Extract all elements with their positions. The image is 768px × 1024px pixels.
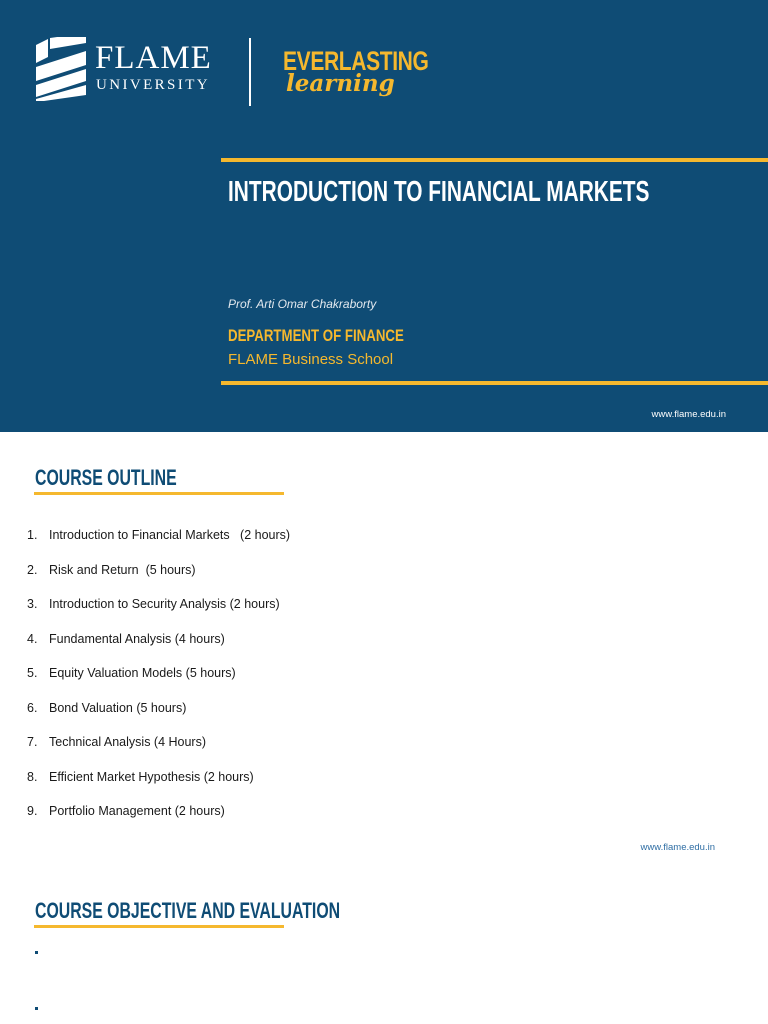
bullet-point-icon: [35, 1007, 38, 1010]
list-item-text: Technical Analysis (4 Hours): [49, 735, 207, 749]
list-item-number: 9.: [27, 804, 38, 818]
logo-subtitle: UNIVERSITY: [96, 77, 210, 93]
course-outline-list: [27, 527, 291, 838]
presenter-name: Prof. Arti Omar Chakraborty: [228, 297, 377, 311]
list-item-number: 5.: [27, 666, 38, 680]
list-item-number: 7.: [27, 735, 38, 749]
list-item-number: 6.: [27, 700, 38, 715]
school-name: FLAME Business School: [228, 351, 394, 368]
slide-title: INTRODUCTION TO FINANCIAL MARKETS: [228, 176, 650, 208]
list-item: [27, 631, 225, 666]
list-item-text: Fundamental Analysis (4 hours): [49, 631, 225, 646]
title-top-rule: [221, 158, 768, 162]
list-item-number: 3.: [27, 597, 38, 611]
list-item: [27, 527, 291, 562]
list-item-text: Portfolio Management (2 hours): [49, 804, 225, 818]
tagline-learning: learning: [286, 70, 395, 97]
list-item: [27, 769, 254, 804]
website-url[interactable]: www.flame.edu.in: [651, 409, 726, 420]
bullet-point-icon: [35, 951, 38, 954]
course-objective-underline: [34, 925, 284, 928]
list-item-text: Bond Valuation (5 hours): [49, 700, 187, 715]
course-outline-heading: COURSE OUTLINE: [35, 465, 177, 490]
department-name: DEPARTMENT OF FINANCE: [228, 326, 404, 345]
tagline-everlasting: EVERLASTING: [283, 46, 429, 76]
list-item: [27, 596, 280, 631]
list-item: [27, 665, 236, 700]
website-url[interactable]: www.flame.edu.in: [640, 842, 715, 853]
list-item: [27, 562, 196, 597]
list-item-text: Equity Valuation Models (5 hours): [49, 666, 236, 680]
list-item-text: Risk and Return (5 hours): [49, 562, 196, 577]
course-outline-underline: [34, 492, 284, 495]
list-item: [27, 700, 187, 735]
list-item-text: Introduction to Security Analysis (2 hours): [49, 597, 280, 611]
list-item: [27, 734, 207, 769]
list-item-number: 4.: [27, 631, 38, 646]
list-item-number: 2.: [27, 562, 38, 577]
course-objective-heading: COURSE OBJECTIVE AND EVALUATION: [35, 898, 341, 923]
list-item-text: Introduction to Financial Markets (2 hours): [49, 528, 291, 542]
list-item-number: 8.: [27, 769, 38, 784]
list-item-text: Efficient Market Hypothesis (2 hours): [49, 769, 254, 784]
logo-wordmark: FLAME: [95, 40, 212, 76]
logo-divider: [249, 38, 251, 106]
list-item-number: 1.: [27, 528, 38, 542]
title-bottom-rule: [221, 381, 768, 385]
list-item: [27, 803, 225, 838]
flame-university-logo-icon: [36, 37, 86, 101]
title-slide: [0, 0, 768, 432]
